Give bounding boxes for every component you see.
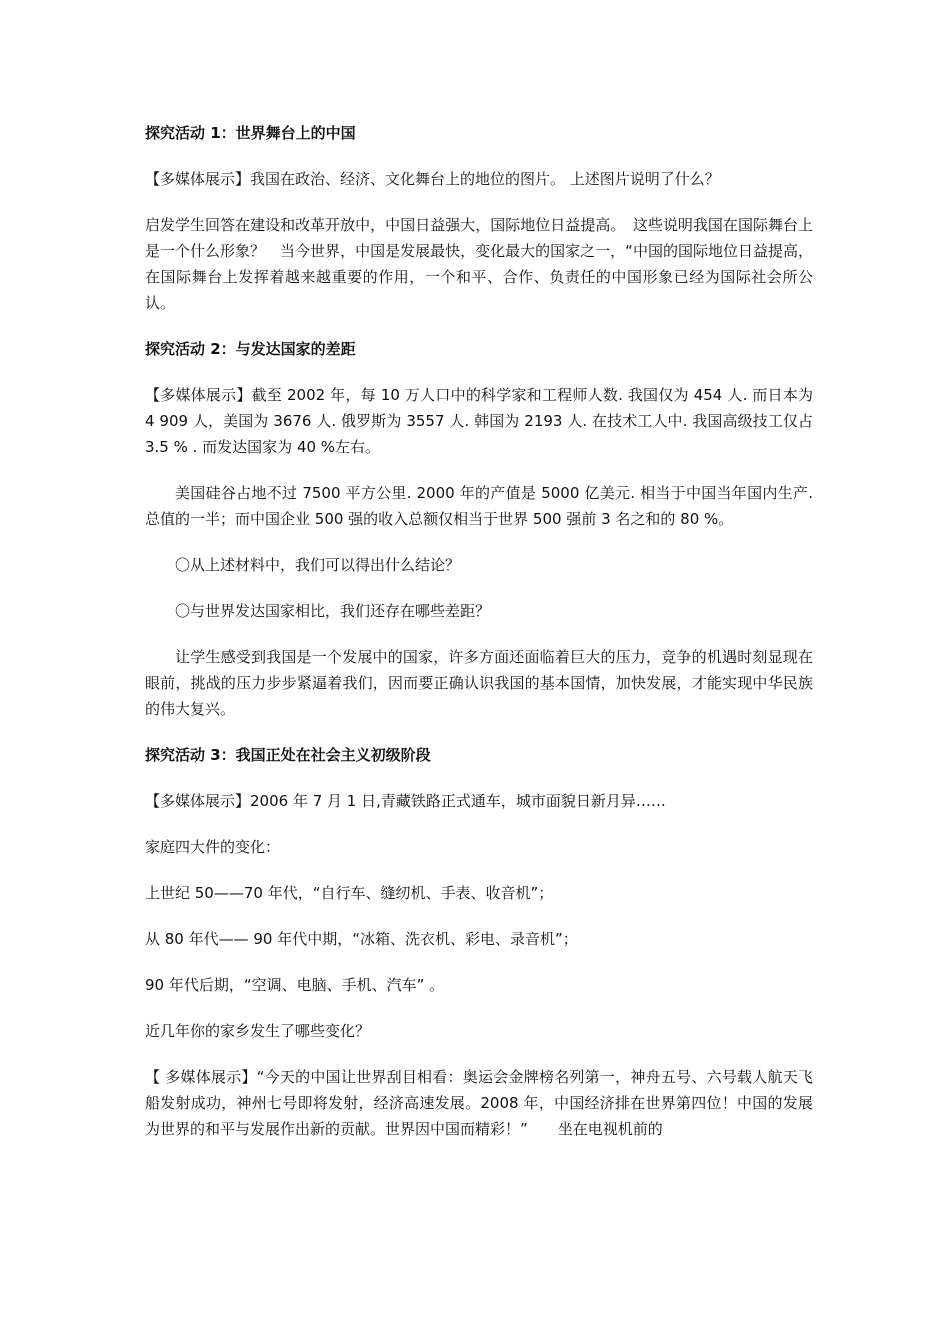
paragraph: 美国硅谷占地不过 7500 平方公里. 2000 年的产值是 5000 亿美元. 相当于中国当年国内生产. 总值的一半；而中国企业 500 强的收入总额仅相当于世界 500 强前 3 名之和的 80 %。 bbox=[145, 484, 813, 528]
question: 〇与世界发达国家相比，我们还存在哪些差距？ bbox=[175, 602, 491, 620]
section-heading: 探究活动 3：我国正处在社会主义初级阶段 bbox=[145, 746, 431, 764]
paragraph: 近几年你的家乡发生了哪些变化？ bbox=[145, 1022, 371, 1040]
paragraph: 让学生感受到我国是一个发展中的国家，许多方面还面临着巨大的压力，竞争的机遇时刻显现在眼前，挑战的压力步步紧逼着我们，因而要正确认识我国的基本国情，加快发展，才能实现中华民族的伟大复兴。 bbox=[145, 648, 813, 718]
paragraph: 【 多媒体展示】“今天的中国让世界刮目相看：奥运会金牌榜名列第一，神舟五号、六号载人航天飞船发射成功，神州七号即将发射，经济高速发展。2008 年，中国经济排在世界第四位！中国的发展为世界的和平与发展作出新的贡献。世界因中国而精彩！” 坐在电视机前的 bbox=[145, 1068, 813, 1138]
paragraph: 家庭四大件的变化： bbox=[145, 838, 281, 856]
question: 〇从上述材料中，我们可以得出什么结论？ bbox=[175, 556, 461, 574]
paragraph: 【多媒体展示】截至 2002 年，每 10 万人口中的科学家和工程师人数. 我国仅为 454 人. 而日本为 4 909 人，美国为 3676 人. 俄罗斯为 3557 人. 韩国为 2193 人. 在技术工人中. 我国高级技工仅占 3.5 % . 而发达国家为 40 %左右。 bbox=[145, 386, 813, 456]
section-heading: 探究活动 2：与发达国家的差距 bbox=[145, 340, 356, 358]
paragraph: 启发学生回答在建设和改革开放中，中国日益强大，国际地位日益提高。 这些说明我国在国际舞台上是一个什么形象？ 当今世界，中国是发展最快，变化最大的国家之一，“中国的国际地位日益提高，在国际舞台上发挥着越来越重要的作用，一个和平、合作、负责任的中国形象已经为国际社会所公认。 bbox=[145, 216, 813, 312]
paragraph: 上世纪 50——70 年代，“自行车、缝纫机、手表、收音机”； bbox=[145, 884, 554, 902]
paragraph: 从 80 年代—— 90 年代中期，“冰箱、洗衣机、彩电、录音机”； bbox=[145, 930, 578, 948]
paragraph: 【多媒体展示】我国在政治、经济、文化舞台上的地位的图片。 上述图片说明了什么？ bbox=[145, 170, 720, 188]
section-heading: 探究活动 1：世界舞台上的中国 bbox=[145, 124, 356, 142]
paragraph: 【多媒体展示】2006 年 7 月 1 日,青藏铁路正式通车，城市面貌日新月异…… bbox=[145, 792, 666, 810]
paragraph: 90 年代后期，“空调、电脑、手机、汽车” 。 bbox=[145, 976, 445, 994]
document-page bbox=[145, 120, 813, 1162]
